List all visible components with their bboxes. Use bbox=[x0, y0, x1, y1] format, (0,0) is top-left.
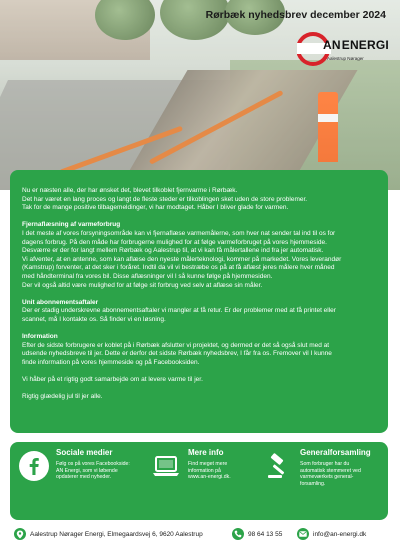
intro-line: Tak for de mange positive tilbagemeldinger, vi har modtaget. Håber I bliver glade for varmen. bbox=[22, 204, 289, 212]
email-icon bbox=[297, 528, 309, 540]
general-assembly-title: Generalforsamling bbox=[300, 448, 371, 457]
information-line: udsende nyhedsbreve til jer. Dette er derfor det sidste Rørbæk nyhedsbrev, I får fra os. Fremover vil I kunne bbox=[22, 350, 332, 358]
intro-line: Det har været en lang proces og langt de fleste steder er tilkoblingen sket uden de store problemer. bbox=[22, 195, 308, 203]
info-bar bbox=[10, 442, 388, 520]
logo-brand-an: AN bbox=[323, 38, 341, 52]
remote-reading-line: (Kamstrup) forventer, at det sker i foråret. Indtil da vil vi bestræbe os på at få aflæst jeres målere hver måned bbox=[22, 264, 335, 272]
logo-brand-energi: ENERGI bbox=[341, 38, 389, 52]
laptop-icon[interactable] bbox=[150, 450, 182, 482]
social-media-block bbox=[18, 442, 148, 520]
remote-reading-line: Vi afventer, at en antenne, som kan aflæse den nyeste målerteknologi, kommer på markedet. Vores leverandør bbox=[22, 255, 342, 263]
location-pin-icon bbox=[14, 528, 26, 540]
assembly-line: Som forbruger har du bbox=[300, 461, 350, 467]
logo-brand-text bbox=[323, 38, 389, 52]
newsletter-body bbox=[10, 170, 388, 433]
footer-address-text: Aalestrup Nørager Energi, Elmegaardsvej 6, 9620 Aalestrup bbox=[30, 530, 203, 538]
subscription-line: Der er stadig underskrevne abonnementsaftaler vi mangler at få retur. Er der problemer med at få printet eller bbox=[22, 307, 336, 315]
an-energi-logo bbox=[297, 30, 389, 70]
more-info-line: Find meget mere bbox=[188, 461, 228, 467]
remote-reading-line: Der vil også altid være mulighed for at følge sit forbrug ved selv at aflæse sin måler. bbox=[22, 281, 263, 289]
closing-line: Rigtig glædelig jul til jer alle. bbox=[22, 393, 103, 401]
more-info-block bbox=[150, 442, 260, 520]
social-line: Følg os på vores Facebookside: bbox=[56, 461, 130, 467]
remote-reading-line: dagens forbrug. På den måde har forbrugerne mulighed for at følge varmeforbruget på vores hjemmeside. bbox=[22, 238, 327, 246]
information-line: Efter de sidste forbrugere er koblet på i Rørbæk afslutter vi projektet, og dermed er det så også slut med at bbox=[22, 341, 330, 349]
general-assembly-block bbox=[264, 442, 386, 520]
social-line: opdaterer med nyheder. bbox=[56, 474, 112, 481]
assembly-line: automatisk stemmeret ved bbox=[300, 467, 361, 474]
newsletter-title: Rørbæk nyhedsbrev december 2024 bbox=[205, 9, 386, 21]
footer-address bbox=[14, 528, 203, 540]
section-heading-subscription: Unit abonnementsaftaler bbox=[22, 298, 99, 306]
footer-email[interactable] bbox=[297, 528, 366, 540]
social-line: AN Energi, som vi løbende bbox=[56, 467, 118, 474]
closing-line: Vi håber på et rigtig godt samarbejde om at levere varme til jer. bbox=[22, 376, 203, 384]
general-assembly-text bbox=[300, 461, 361, 487]
logo-subtitle: Aalestrup Nørager bbox=[327, 56, 364, 61]
section-heading-remote-reading: Fjernaflæsning af varmeforbrug bbox=[22, 221, 121, 229]
more-info-line: information på bbox=[188, 467, 221, 474]
footer-email-text: info@an-energi.dk bbox=[313, 530, 367, 538]
remote-reading-line: med håndterminal fra vores bil. Disse aflæsninger vil I så kunne følge på hjemmesiden. bbox=[22, 272, 273, 280]
information-line: finde information på vores hjemmeside og på Facebooksiden. bbox=[22, 358, 200, 366]
assembly-line: varmeværkets general- bbox=[300, 474, 354, 481]
more-info-link[interactable]: www.an-energi.dk. bbox=[188, 474, 231, 481]
footer bbox=[0, 524, 400, 546]
social-media-title: Sociale medier bbox=[56, 448, 113, 457]
footer-phone-text: 98 64 13 55 bbox=[248, 530, 283, 538]
section-heading-information: Information bbox=[22, 333, 58, 341]
footer-phone[interactable] bbox=[232, 528, 282, 540]
hero-photo bbox=[0, 0, 400, 190]
phone-icon bbox=[232, 528, 244, 540]
gavel-icon bbox=[264, 450, 296, 482]
photo-overlay bbox=[0, 0, 400, 190]
subscription-line: scannet, må I kontakte os. Så finder vi en løsning. bbox=[22, 315, 166, 323]
more-info-text bbox=[188, 461, 231, 481]
social-media-text bbox=[56, 461, 130, 481]
assembly-line: forsamling. bbox=[300, 480, 326, 487]
more-info-title: Mere info bbox=[188, 448, 224, 457]
remote-reading-line: Desværre er der for langt mellem Rørbæk og Aalestrup til, at vi kan få målertallene ind fra jer automatisk. bbox=[22, 247, 324, 255]
remote-reading-line: I det meste af vores forsyningsområde kan vi fjernaflæse varmemålerne, som hver nat sender tal ind til os for bbox=[22, 229, 336, 237]
intro-line: Nu er næsten alle, der har ønsket det, blevet tilkoblet fjernvarme i Rørbæk. bbox=[22, 187, 238, 194]
facebook-icon[interactable] bbox=[18, 450, 50, 482]
